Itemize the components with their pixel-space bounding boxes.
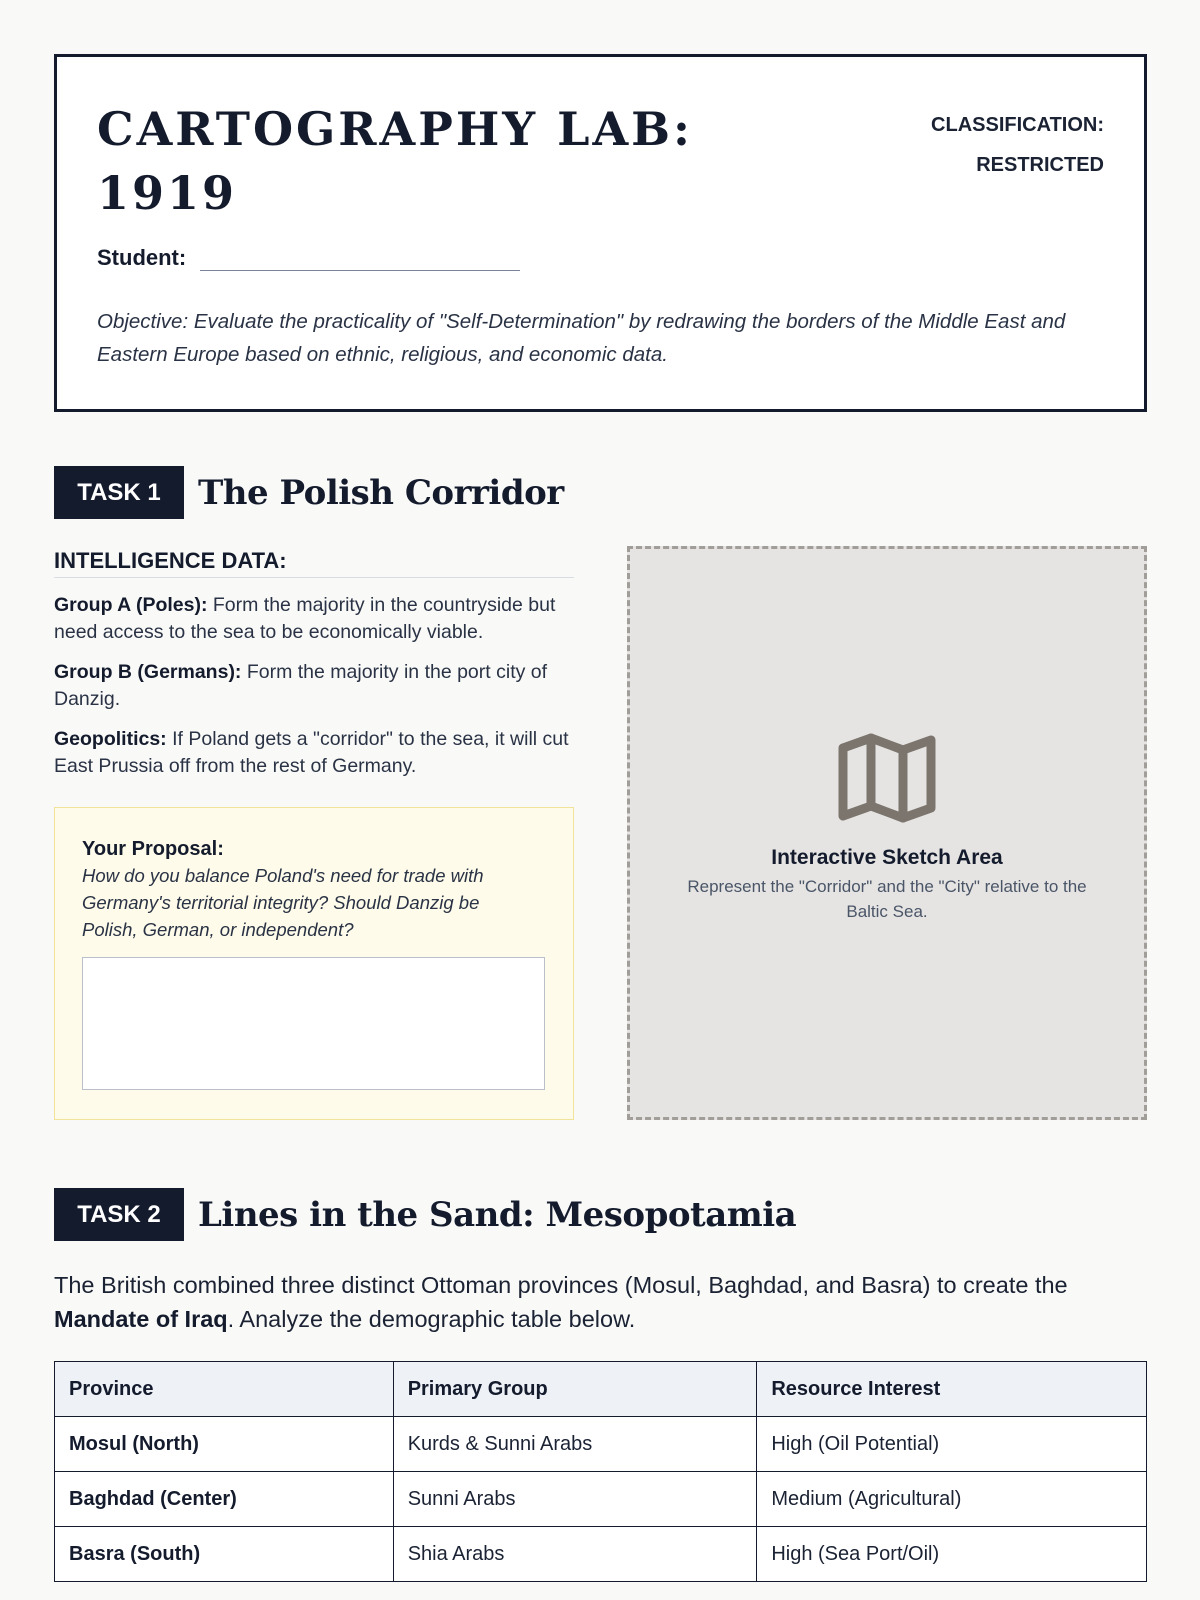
table-header-row <box>55 1362 1147 1417</box>
table-cell: Medium (Agricultural) <box>757 1472 1147 1527</box>
task2-intro-text: The British combined three distinct Ottoman provinces (Mosul, Baghdad, and Basra) to create the <box>54 1272 1068 1298</box>
objective-text: Objective: Evaluate the practicality of "Self-Determination" by redrawing the borders of the Middle East and Eastern Europe based on ethnic, religious, and economic data. <box>97 310 1066 366</box>
column-header: Primary Group <box>393 1362 757 1417</box>
table-cell-province: Mosul (North) <box>55 1417 394 1472</box>
task2-intro-text-end: . Analyze the demographic table below. <box>227 1306 636 1332</box>
column-header: Resource Interest <box>757 1362 1147 1417</box>
intel-item <box>54 592 574 646</box>
column-header: Province <box>55 1362 394 1417</box>
table-cell: Shia Arabs <box>393 1527 757 1582</box>
task2-header <box>54 1188 796 1241</box>
student-label: Student: <box>97 245 187 270</box>
proposal-box <box>54 807 574 1120</box>
classification-block <box>931 105 1104 185</box>
classification-label: CLASSIFICATION: <box>931 114 1104 136</box>
intel-item-label: Geopolitics: <box>54 728 167 750</box>
table-cell: Kurds & Sunni Arabs <box>393 1417 757 1472</box>
proposal-title: Your Proposal: <box>82 838 224 860</box>
intel-item-text: Form the majority in the port city of Danzig. <box>54 661 548 710</box>
intelligence-data <box>54 548 574 793</box>
intel-item-text: Form the majority in the countryside but need access to the sea to be economically viable. <box>54 594 556 643</box>
sketch-description: Represent the "Corridor" and the "City" relative to the Baltic Sea. <box>687 877 1087 921</box>
table-cell-province: Basra (South) <box>55 1527 394 1582</box>
proposal-prompt: How do you balance Poland's need for trade with Germany's territorial integrity? Should Danzig be Polish, German, or independent? <box>82 865 484 940</box>
intel-item-text: If Poland gets a "corridor" to the sea, it will cut East Prussia off from the rest of Germany. <box>54 728 569 777</box>
classification-value: RESTRICTED <box>976 154 1104 176</box>
table-cell: High (Oil Potential) <box>757 1417 1147 1472</box>
sketch-area[interactable] <box>627 546 1147 1120</box>
table-cell: Sunni Arabs <box>393 1472 757 1527</box>
task1-header <box>54 466 564 519</box>
task2-intro-bold: Mandate of Iraq <box>54 1306 228 1332</box>
student-name-field[interactable] <box>200 245 520 271</box>
table-row <box>55 1527 1147 1582</box>
task2-badge: TASK 2 <box>54 1188 184 1241</box>
sketch-title: Interactive Sketch Area <box>771 846 1003 869</box>
map-icon <box>837 732 937 824</box>
worksheet-header <box>54 54 1147 412</box>
table-cell: High (Sea Port/Oil) <box>757 1527 1147 1582</box>
proposal-textarea[interactable] <box>82 957 545 1090</box>
task2-intro <box>54 1268 1154 1336</box>
task1-title: The Polish Corridor <box>198 472 564 513</box>
intel-item-label: Group A (Poles): <box>54 594 208 616</box>
intel-item <box>54 659 574 713</box>
page-title: CARTOGRAPHY LAB: 1919 <box>97 102 694 220</box>
demographic-table <box>54 1361 1147 1582</box>
table-row <box>55 1472 1147 1527</box>
task1-badge: TASK 1 <box>54 466 184 519</box>
intel-heading: INTELLIGENCE DATA: <box>54 548 574 578</box>
intel-item-label: Group B (Germans): <box>54 661 242 683</box>
task2-title: Lines in the Sand: Mesopotamia <box>198 1194 797 1235</box>
student-row <box>97 245 520 271</box>
intel-item <box>54 726 574 780</box>
table-cell-province: Baghdad (Center) <box>55 1472 394 1527</box>
table-row <box>55 1417 1147 1472</box>
